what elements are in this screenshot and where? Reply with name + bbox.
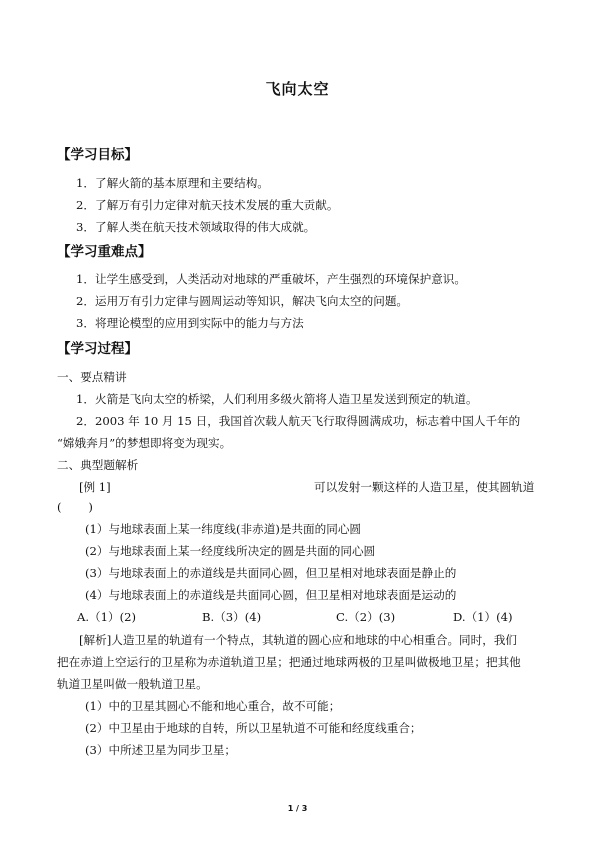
statement-item: (1）与地球表面上某一纬度线(非赤道)是共面的同心圆 [85, 522, 362, 536]
reason-item: (3）中所述卫星为同步卫星； [85, 743, 237, 757]
part1-paragraph-2-cont: “嫦娥奔月”的梦想即将变为现实。 [57, 436, 232, 450]
analysis-line: 轨道卫星叫做一般轨道卫星。 [57, 677, 208, 691]
analysis-line: [解析]人造卫星的轨道有一个特点，其轨道的圆心应和地球的中心相重合。同时，我们 [79, 633, 518, 647]
reason-item: (1）中的卫星其圆心不能和地心重合，故不可能； [85, 699, 341, 713]
example-label: [例 1] [79, 480, 111, 494]
analysis-line: 把在赤道上空运行的卫星称为赤道轨道卫星；把通过地球两极的卫星叫做极地卫星；把其他 [57, 655, 521, 669]
example-question: 可以发射一颗这样的人造卫星，使其圆轨道 [314, 480, 535, 494]
page-title: 飞向太空 [265, 80, 330, 98]
section-heading-keypoints: 【学习重难点】 [57, 244, 152, 260]
statement-item: (4）与地球表面上的赤道线是共面同心圆，但卫星相对地球表面是运动的 [85, 588, 457, 602]
option-d: D.（1）(4) [453, 610, 513, 624]
part1-paragraph-2: 2．2003 年 10 月 15 日，我国首次载人航天飞行取得圆满成功，标志着中国人千年的 [76, 414, 521, 428]
keypoint-item: 3．将理论模型的应用到实际中的能力与方法 [76, 316, 304, 330]
keypoint-item: 2．运用万有引力定律与圆周运动等知识，解决飞向太空的问题。 [76, 294, 409, 308]
section-heading-goals: 【学习目标】 [57, 147, 138, 163]
part2-heading: 二、典型题解析 [57, 458, 139, 472]
reason-item: (2）中卫星由于地球的自转，所以卫星轨道不可能和经度线重合； [85, 721, 422, 735]
statement-item: (2）与地球表面上某一经度线所决定的圆是共面的同心圆 [85, 544, 376, 558]
goal-item: 3．了解人类在航天技术领域取得的伟大成就。 [76, 220, 316, 234]
goal-item: 2．了解万有引力定律对航天技术发展的重大贡献。 [76, 198, 339, 212]
page-number: 1 / 3 [287, 804, 308, 813]
statement-item: (3）与地球表面上的赤道线是共面同心圆，但卫星相对地球表面是静止的 [85, 566, 457, 580]
keypoint-item: 1．让学生感受到，人类活动对地球的严重破坏，产生强烈的环境保护意识。 [76, 272, 466, 286]
part1-paragraph-1: 1．火箭是飞向太空的桥梁，人们利用多级火箭将人造卫星发送到预定的轨道。 [76, 392, 478, 406]
option-b: B.（3）(4) [202, 610, 262, 624]
goal-item: 1．了解火箭的基本原理和主要结构。 [76, 176, 269, 190]
answer-bracket: ( ) [57, 500, 93, 514]
option-a: A.（1）(2) [77, 610, 137, 624]
section-heading-process: 【学习过程】 [57, 341, 138, 357]
option-c: C.（2）(3) [336, 610, 396, 624]
part1-heading: 一、要点精讲 [57, 370, 127, 384]
